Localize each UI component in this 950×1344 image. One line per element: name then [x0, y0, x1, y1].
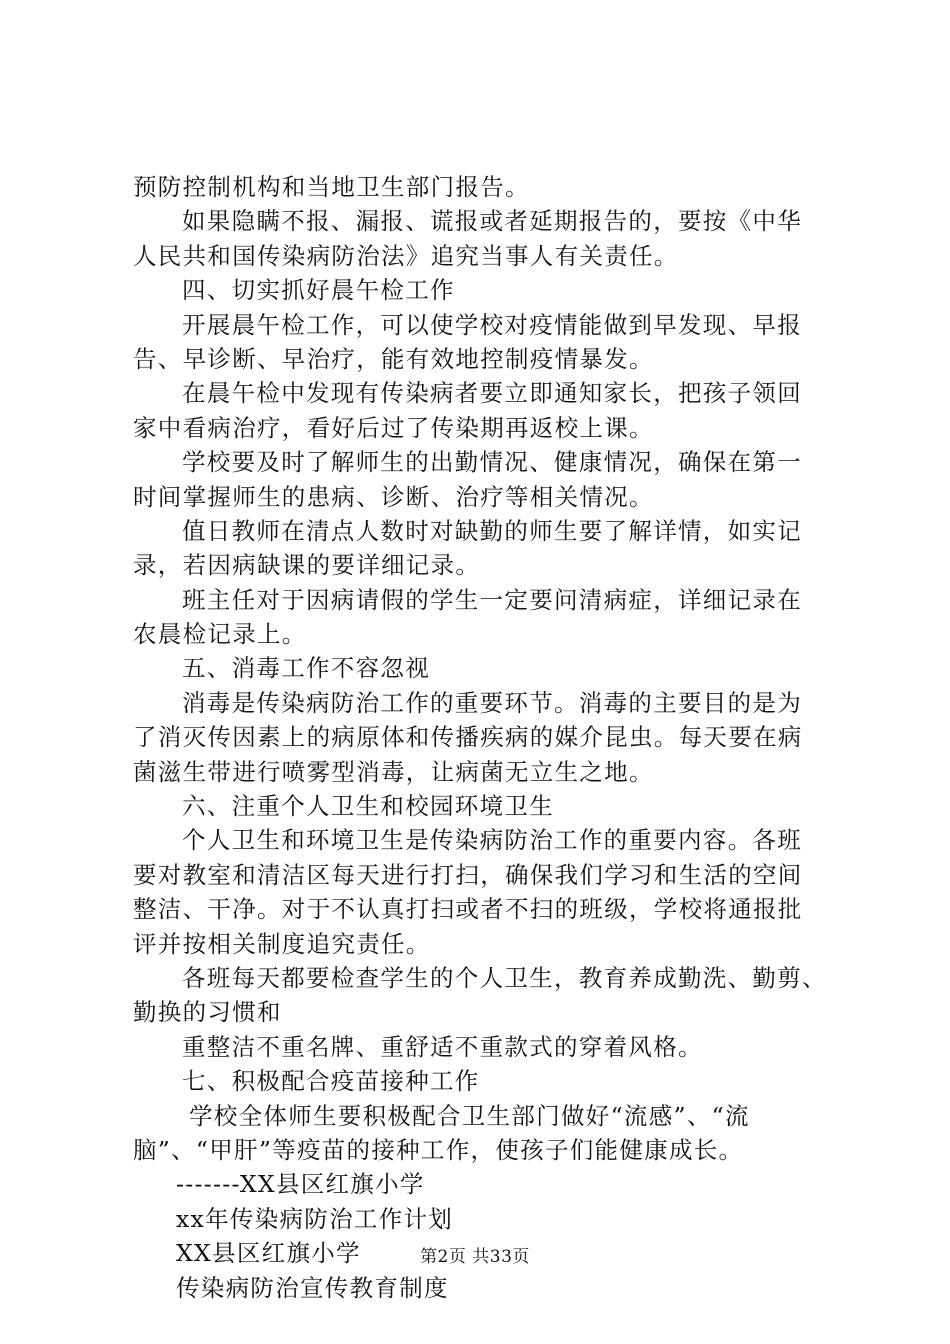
signature-line: -------XX县区红旗小学 [176, 1170, 425, 1199]
page-number: 第2页 共33页 [420, 1247, 530, 1267]
text-line: 勤换的习惯和 [133, 998, 282, 1027]
text-line: 人民共和国传染病防治法》追究当事人有关责任。 [133, 241, 679, 270]
text-line: 如果隐瞒不报、漏报、谎报或者延期报告的，要按《中华 [182, 207, 802, 236]
text-line: 在晨午检中发现有传染病者要立即通知家长，把孩子领回 [182, 379, 802, 408]
text-line: 农晨检记录上。 [133, 620, 307, 649]
text-line: 要对教室和清洁区每天进行打扫，确保我们学习和生活的空间 [133, 860, 803, 889]
section-heading: 四、切实抓好晨午检工作 [182, 276, 455, 305]
text-line: 告、早诊断、早治疗，能有效地控制疫情暴发。 [133, 344, 654, 373]
text-line: 录，若因病缺课的要详细记录。 [133, 551, 481, 580]
section-heading: 五、消毒工作不容忽视 [182, 654, 430, 683]
text-line: 整洁、干净。对于不认真打扫或者不扫的班级，学校将通报批 [133, 895, 803, 924]
text-line: 家中看病治疗，看好后过了传染期再返校上课。 [133, 413, 654, 442]
text-line: 学校全体师生要积极配合卫生部门做好“流感”、“流 [189, 1101, 750, 1130]
text-line: 值日教师在清点人数时对缺勤的师生要了解详情，如实记 [182, 516, 802, 545]
text-line: 消毒是传染病防治工作的重要环节。消毒的主要目的是为 [182, 688, 802, 717]
text-line: xx年传染病防治工作计划 [176, 1204, 454, 1233]
text-line: 传染病防治宣传教育制度 [176, 1273, 449, 1302]
text-line: 评并按相关制度追究责任。 [133, 929, 431, 958]
text-line: 学校要及时了解师生的出勤情况、健康情况，确保在第一 [182, 448, 802, 477]
text-line: 时间掌握师生的患病、诊断、治疗等相关情况。 [133, 482, 654, 511]
body-text [133, 170, 833, 1305]
text-line: 重整洁不重名牌、重舒适不重款式的穿着风格。 [182, 1032, 703, 1061]
text-line: 班主任对于因病请假的学生一定要问清病症，详细记录在 [182, 585, 802, 614]
section-heading: 六、注重个人卫生和校园环境卫生 [182, 792, 554, 821]
text-line: 各班每天都要检查学生的个人卫生，教育养成勤洗、勤剪、 [182, 963, 827, 992]
text-line: XX县区红旗小学 [176, 1239, 361, 1268]
text-line: 脑”、“甲肝”等疫苗的接种工作，使孩子们能健康成长。 [133, 1135, 744, 1164]
text-line: 预防控制机构和当地卫生部门报告。 [133, 173, 530, 201]
text-line: 菌滋生带进行喷雾型消毒，让病菌无立生之地。 [133, 757, 654, 786]
text-line: 了消灭传因素上的病原体和传播疾病的媒介昆虫。每天要在病 [133, 723, 803, 752]
section-heading: 七、积极配合疫苗接种工作 [182, 1067, 480, 1096]
text-line: 个人卫生和环境卫生是传染病防治工作的重要内容。各班 [182, 826, 802, 855]
text-line: 开展晨午检工作，可以使学校对疫情能做到早发现、早报 [182, 310, 802, 339]
